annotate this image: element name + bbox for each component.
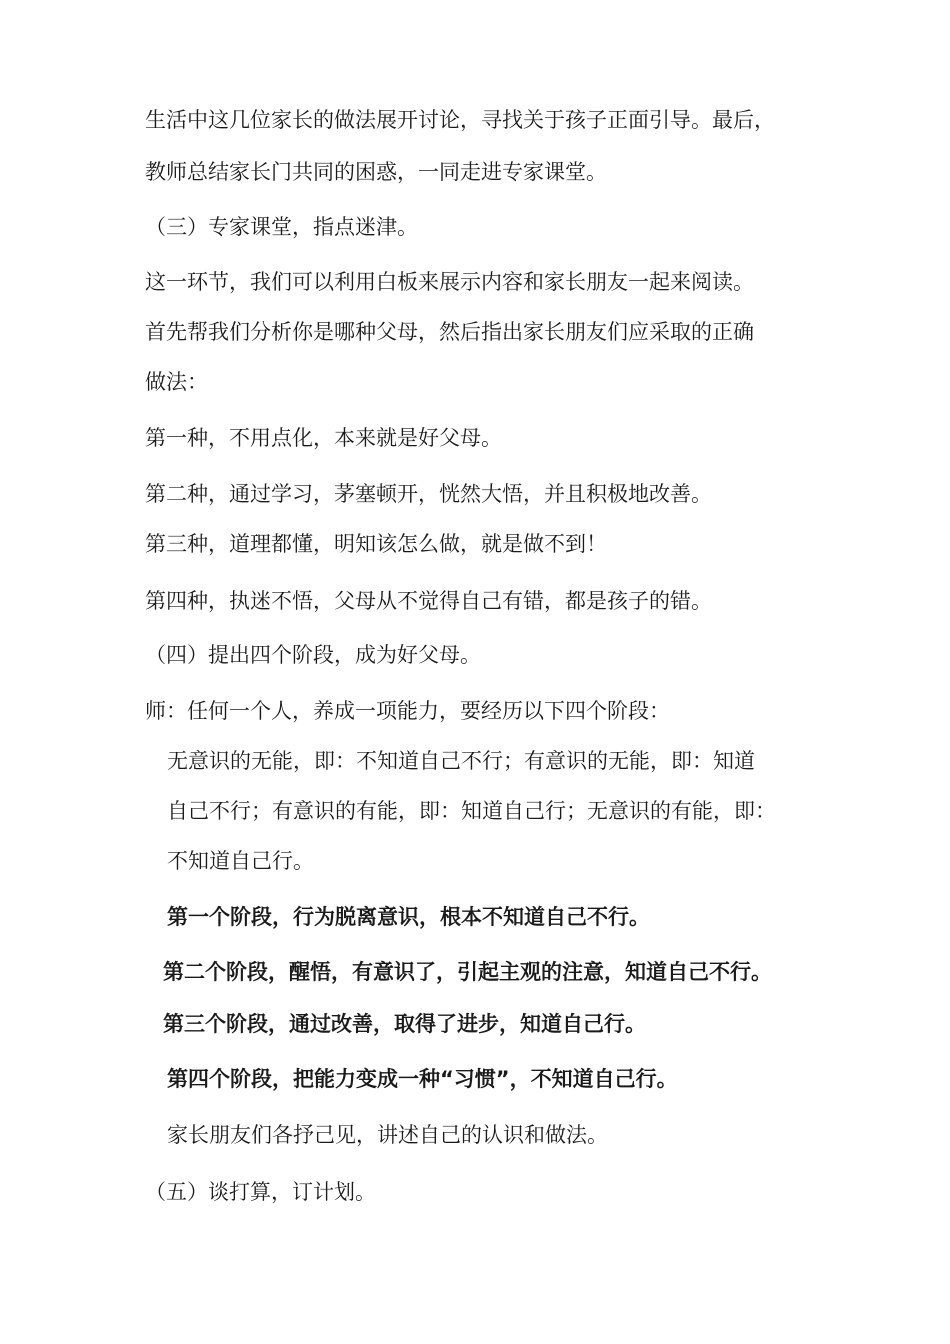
- stage-item: 第二个阶段，醒悟，有意识了，引起主观的注意，知道自己不行。: [163, 960, 772, 984]
- paragraph-line: 师：任何一个人，养成一项能力，要经历以下四个阶段：: [145, 699, 670, 723]
- paragraph-line: 教师总结家长门共同的困惑，一同走进专家课堂。: [145, 160, 607, 184]
- paragraph-line: 家长朋友们各抒己见，讲述自己的认识和做法。: [167, 1123, 608, 1147]
- paragraph-line: 无意识的无能，即：不知道自己不行；有意识的无能，即：知道: [167, 749, 755, 773]
- section-heading: （五）谈打算，订计划。: [145, 1180, 376, 1204]
- paragraph-line: 首先帮我们分析你是哪种父母，然后指出家长朋友们应采取的正确: [145, 320, 754, 344]
- list-item: 第四种，执迷不悟，父母从不觉得自己有错，都是孩子的错。: [145, 589, 712, 613]
- list-item: 第一种，不用点化，本来就是好父母。: [145, 426, 502, 450]
- stage-item: 第一个阶段，行为脱离意识，根本不知道自己不行。: [167, 905, 650, 929]
- list-item: 第三种，道理都懂，明知该怎么做，就是做不到！: [145, 532, 607, 556]
- paragraph-line: 做法：: [145, 370, 208, 394]
- paragraph-line: 这一环节，我们可以利用白板来展示内容和家长朋友一起来阅读。: [145, 270, 754, 294]
- stage-item: 第三个阶段，通过改善，取得了进步，知道自己行。: [163, 1012, 646, 1036]
- section-heading: （四）提出四个阶段，成为好父母。: [145, 643, 481, 667]
- paragraph-line: 生活中这几位家长的做法展开讨论，寻找关于孩子正面引导。最后，: [145, 108, 775, 132]
- stage-item: 第四个阶段，把能力变成一种“习惯”，不知道自己行。: [167, 1067, 678, 1091]
- section-heading: （三）专家课堂，指点迷津。: [145, 215, 418, 239]
- paragraph-line: 自己不行；有意识的有能，即：知道自己行；无意识的有能，即：: [167, 799, 776, 823]
- paragraph-line: 不知道自己行。: [167, 849, 314, 873]
- list-item: 第二种，通过学习，茅塞顿开，恍然大悟，并且积极地改善。: [145, 482, 712, 506]
